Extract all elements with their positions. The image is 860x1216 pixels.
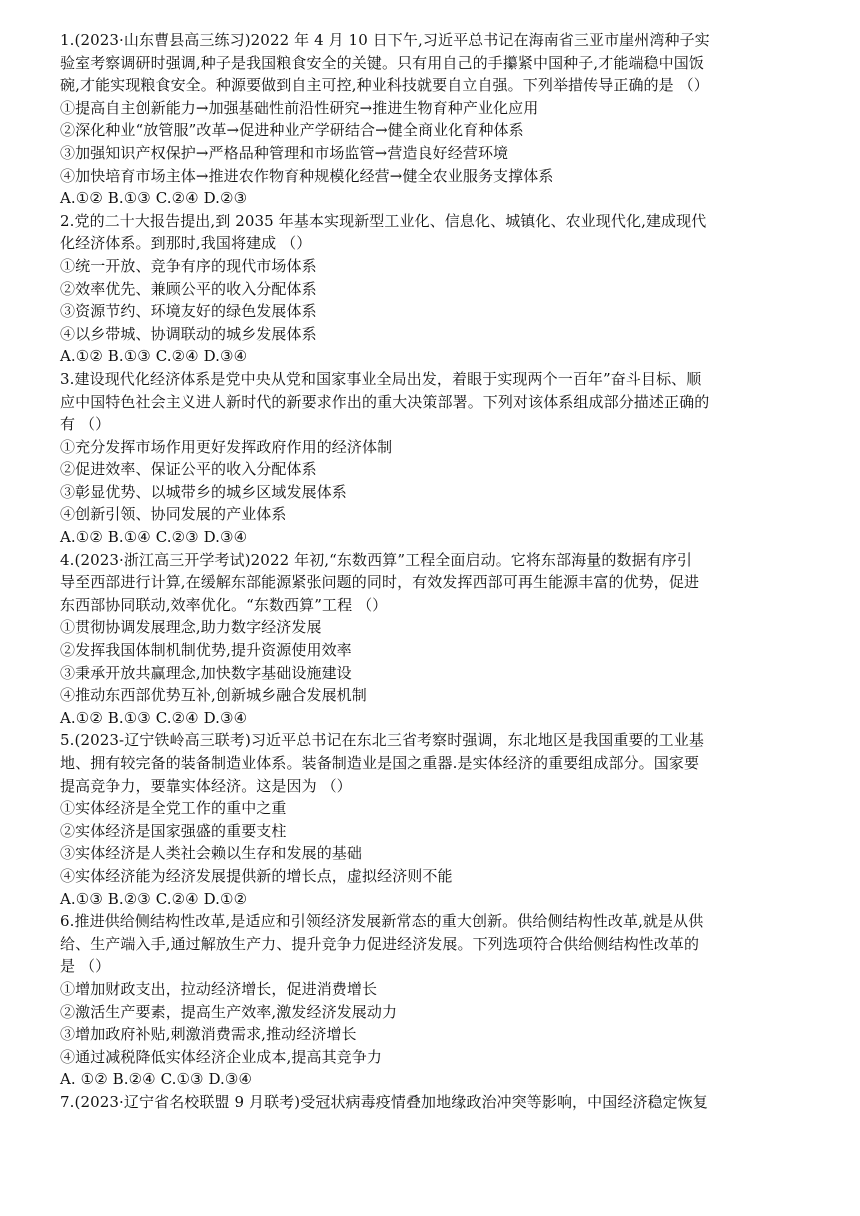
- option-line: ③实体经济是人类社会赖以生存和发展的基础: [60, 844, 363, 863]
- option-line: ①实体经济是全党工作的重中之重: [60, 799, 287, 818]
- question-3: [60, 368, 812, 549]
- question-4: [60, 549, 812, 730]
- exam-page: [60, 29, 812, 1114]
- option-line: ④加快培育市场主体→推进农作物育种规模化经营→健全农业服务支撑体系: [60, 166, 554, 185]
- question-2: [60, 210, 812, 368]
- question-stem-line: 2.党的二十大报告提出,到 2035 年基本实现新型工业化、信息化、城镇化、农业现代化,建成现代: [60, 211, 707, 230]
- option-line: ③彰显优势、以城带乡的城乡区域发展体系: [60, 482, 347, 501]
- answer-choices: A. ①② B.②④ C.①③ D.③④: [60, 1070, 253, 1089]
- question-stem-line: 化经济体系。到那时,我国将建成 （）: [60, 234, 312, 253]
- option-line: ③资源节约、环境友好的绿色发展体系: [60, 302, 317, 321]
- question-stem-line: 验室考察调研时强调,种子是我国粮食安全的关键。只有用自己的手攥紧中国种子,才能端稳中国饭: [60, 53, 704, 72]
- question-stem-line: 3.建设现代化经济体系是党中央从党和国家事业全局出发，着眼于实现两个一百年”奋斗目标、顺: [60, 369, 702, 388]
- option-line: ②激活生产要素，提高生产效率,激发经济发展动力: [60, 1002, 398, 1021]
- answer-choices: A.①② B.①③ C.②④ D.③④: [60, 347, 248, 366]
- answer-choices: A.①② B.①③ C.②④ D.③④: [60, 708, 248, 727]
- question-stem-line: 东西部协同联动,效率优化。“东数西算”工程 （）: [60, 595, 388, 614]
- answer-choices: A.①② B.①③ C.②④ D.②③: [60, 189, 248, 208]
- question-stem-line: 地、拥有较完备的装备制造业体系。装备制造业是国之重器.是实体经济的重要组成部分。国家要: [60, 754, 700, 772]
- option-line: ①充分发挥市场作用更好发挥政府作用的经济体制: [60, 437, 393, 456]
- option-line: ④以乡带城、协调联动的城乡发展体系: [60, 324, 317, 343]
- question-stem-line: 6.推进供给侧结构性改革,是适应和引领经济发展新常态的重大创新。供给侧结构性改革,就是从供: [60, 912, 704, 931]
- option-line: ②效率优先、兼顾公平的收入分配体系: [60, 279, 317, 298]
- question-stem-line: 碗,才能实现粮食安全。种源要做到自主可控,种业科技就要自立自强。下列举措传导正确的是 （）: [60, 76, 709, 95]
- option-line: ③秉承开放共赢理念,加快数字基础设施建设: [60, 663, 352, 682]
- question-stem-line: 应中国特色社会主义进人新时代的新要求作出的重大决策部署。下列对该体系组成部分描述正确的: [60, 392, 710, 411]
- question-1: [60, 29, 812, 210]
- question-stem-line: 给、生产端入手,通过解放生产力、提升竞争力促进经济发展。下列选项符合供给侧结构性改革的: [60, 934, 700, 953]
- option-line: ④通过减税降低实体经济企业成本,提高其竞争力: [60, 1047, 382, 1066]
- answer-choices: A.①③ B.②③ C.②④ D.①②: [60, 889, 248, 908]
- question-stem-line: 导至西部进行计算,在缓解东部能源紧张问题的同时，有效发挥西部可再生能源丰富的优势，促进: [60, 573, 700, 592]
- option-line: ①增加财政支出，拉动经济增长，促进消费增长: [60, 979, 378, 998]
- question-stem-line: 7.(2023·辽宁省名校联盟 9 月联考)受冠状病毒疫情叠加地缘政治冲突等影响，中国经济稳定恢复: [60, 1092, 708, 1111]
- option-line: ①统一开放、竞争有序的现代市场体系: [60, 256, 317, 275]
- answer-choices: A.①② B.①④ C.②③ D.③④: [60, 528, 248, 547]
- question-stem-line: 是 （）: [60, 957, 111, 976]
- question-stem-line: 4.(2023·浙江高三开学考试)2022 年初,“东数西算”工程全面启动。它将东部海量的数据有序引: [60, 550, 693, 569]
- option-line: ②深化种业“放管服”改革→促进种业产学研结合→健全商业化育种体系: [60, 121, 524, 140]
- option-line: ③加强知识产权保护→严格品种管理和市场监管→营造良好经营环境: [60, 143, 509, 162]
- option-line: ④推动东西部优势互补,创新城乡融合发展机制: [60, 686, 367, 705]
- question-stem-line: 有 （）: [60, 415, 111, 434]
- question-7: [60, 1091, 812, 1114]
- option-line: ②实体经济是国家强盛的重要支柱: [60, 821, 287, 840]
- option-line: ①贯彻协调发展理念,助力数字经济发展: [60, 618, 322, 637]
- option-line: ②发挥我国体制机制优势,提升资源使用效率: [60, 641, 352, 660]
- option-line: ②促进效率、保证公平的收入分配体系: [60, 460, 317, 479]
- question-stem-line: 1.(2023·山东曹县高三练习)2022 年 4 月 10 日下午,习近平总书记在海南省三亚市崖州湾种子实: [60, 31, 710, 49]
- option-line: ③增加政府补贴,刺激消费需求,推动经济增长: [60, 1025, 357, 1044]
- question-6: [60, 910, 812, 1091]
- option-line: ④实体经济能为经济发展提供新的增长点，虚拟经济则不能: [60, 866, 453, 885]
- question-stem-line: 5.(2023-辽宁铁岭高三联考)习近平总书记在东北三省考察时强调，东北地区是我国重要的工业基: [60, 731, 704, 750]
- option-line: ④创新引领、协同发展的产业体系: [60, 505, 287, 524]
- question-stem-line: 提高竞争力，要靠实体经济。这是因为 （）: [60, 776, 352, 795]
- question-5: [60, 729, 812, 910]
- option-line: ①提高自主创新能力→加强基础性前沿性研究→推进生物育种产业化应用: [60, 98, 539, 117]
